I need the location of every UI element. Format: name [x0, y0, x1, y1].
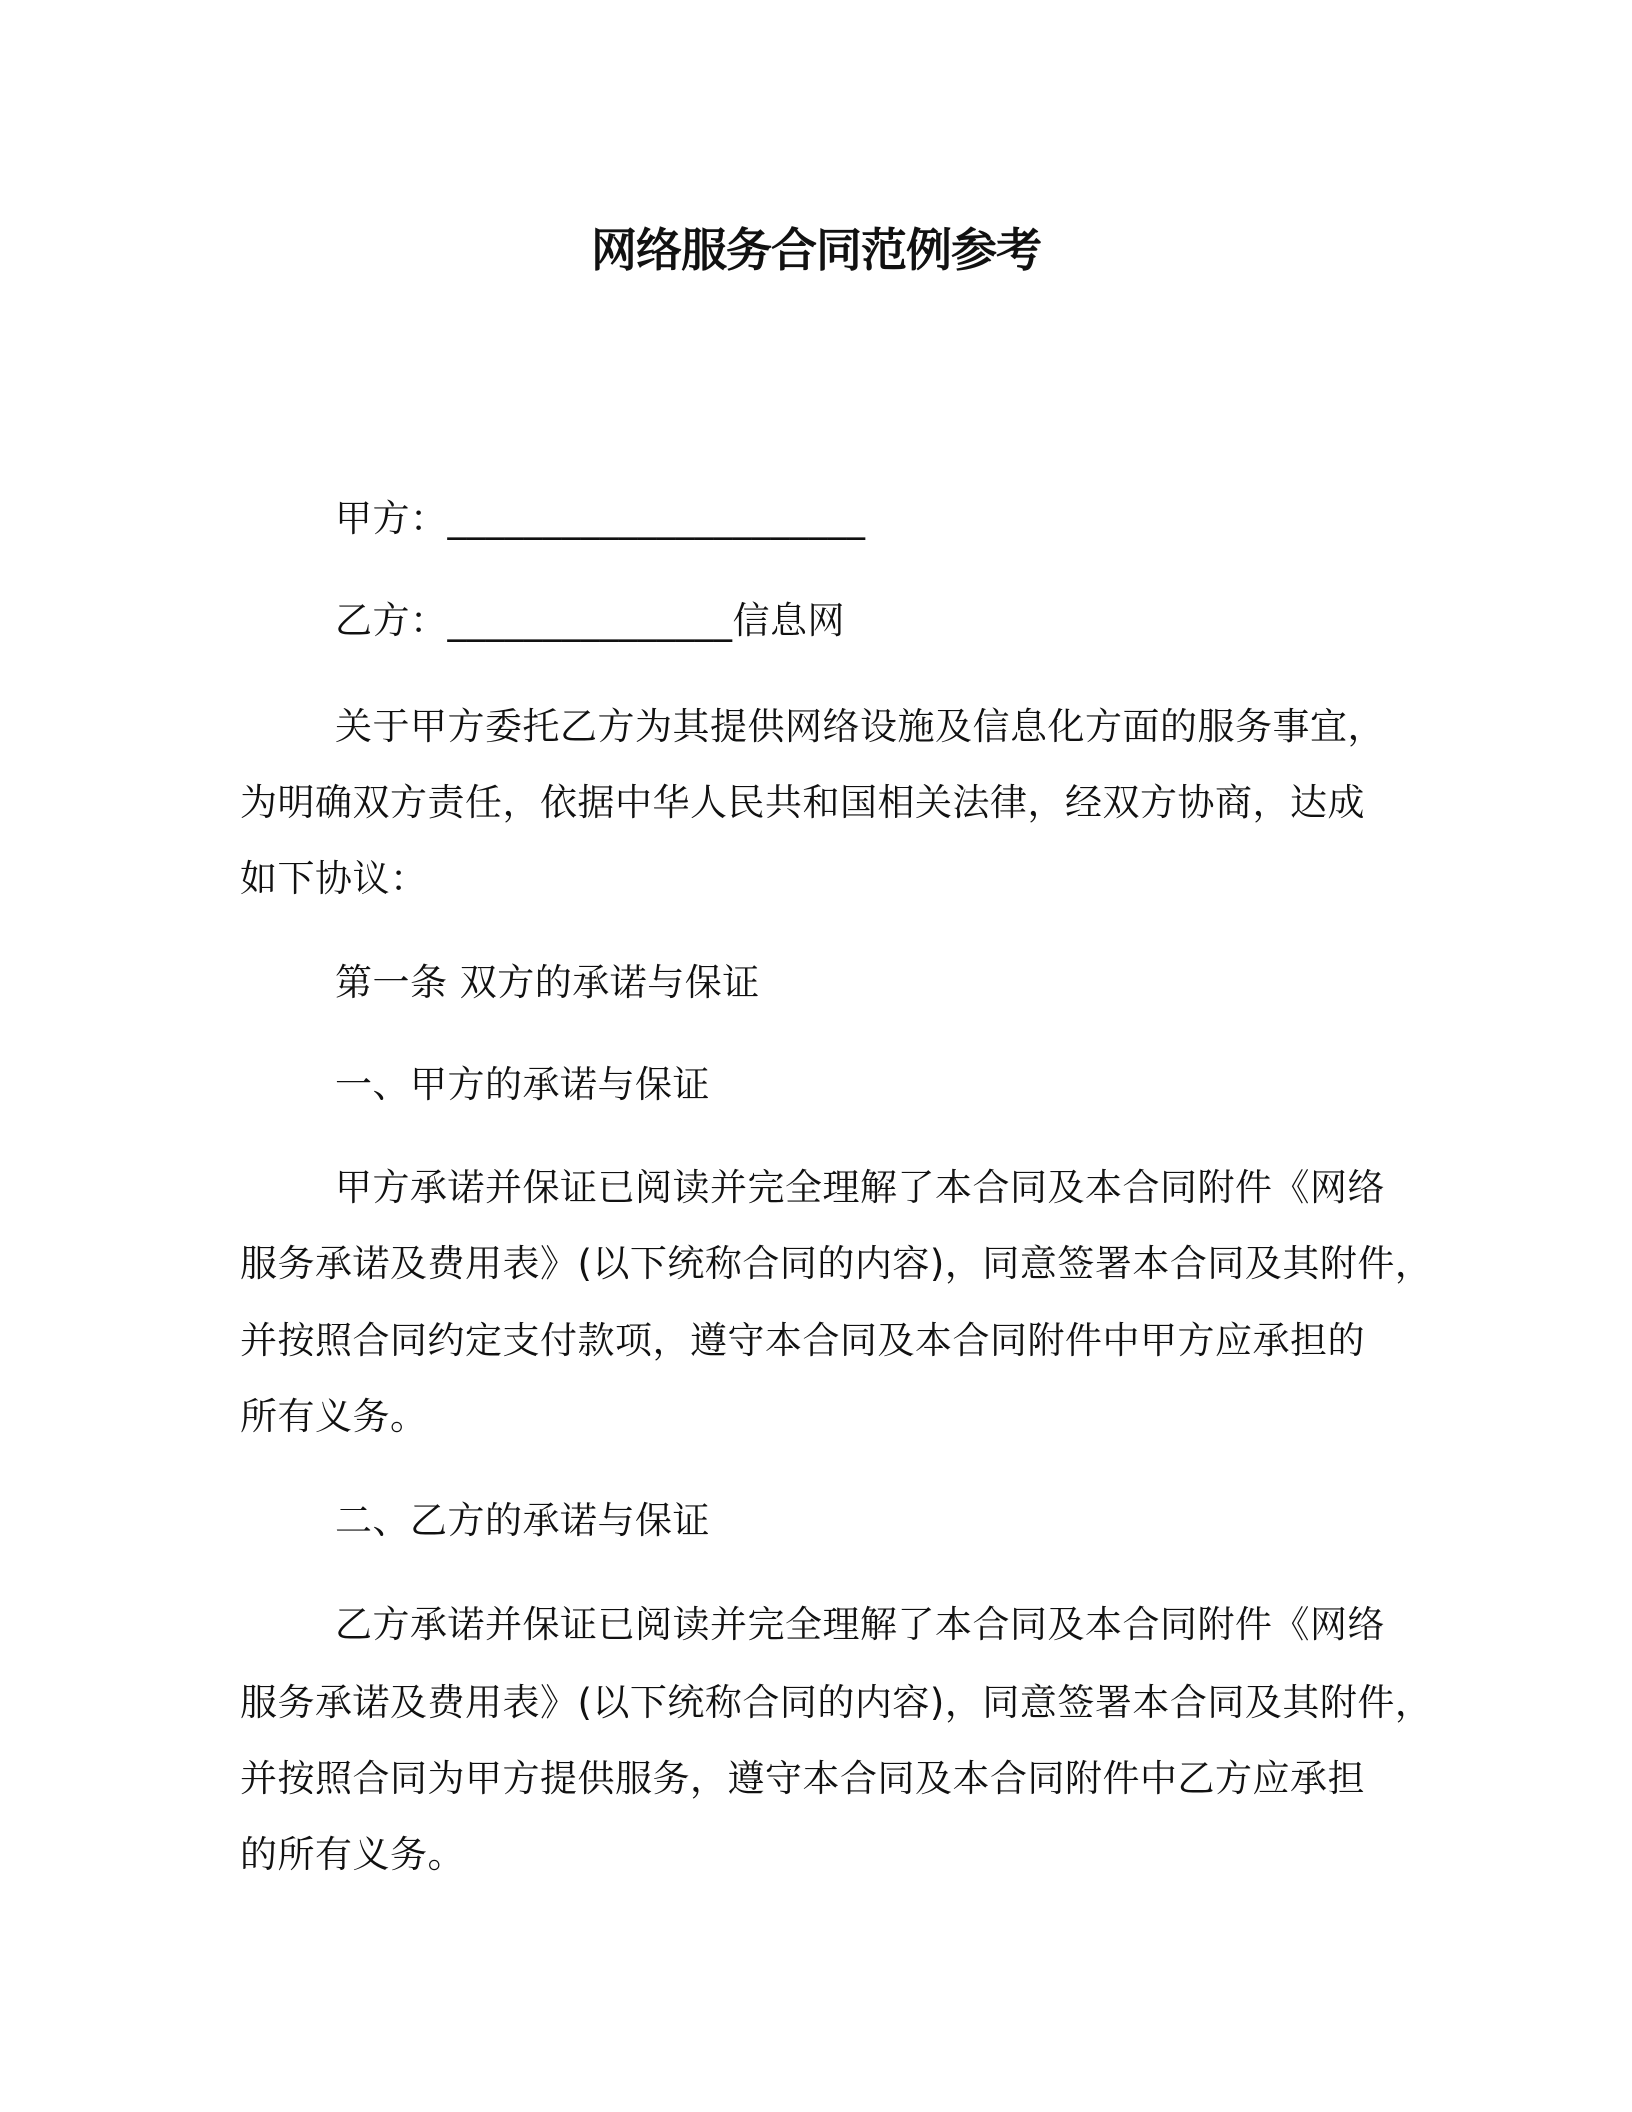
intro-line: 为明确双方责任，依据中华人民共和国相关法律，经双方协商，达成 [240, 781, 1365, 824]
section2-body-line: 的所有义务。 [240, 1833, 465, 1876]
intro-line: 如下协议： [240, 857, 428, 900]
section1-heading: 一、甲方的承诺与保证 [335, 1063, 710, 1106]
section2-heading: 二、乙方的承诺与保证 [335, 1499, 710, 1542]
document-title: 网络服务合同范例参考 [591, 223, 1041, 277]
section1-body-line: 甲方承诺并保证已阅读并完全理解了本合同及本合同附件《网络 [335, 1166, 1385, 1209]
intro-line: 关于甲方委托乙方为其提供网络设施及信息化方面的服务事宜， [335, 705, 1385, 748]
section1-body-line: 所有义务。 [240, 1395, 428, 1438]
section2-body-line: 服务承诺及费用表》(以下统称合同的内容)，同意签署本合同及其附件， [240, 1681, 1433, 1724]
section2-body-line: 并按照合同为甲方提供服务，遵守本合同及本合同附件中乙方应承担 [240, 1757, 1365, 1800]
party-a-line: 甲方：______________________ [335, 497, 866, 540]
section2-body-line: 乙方承诺并保证已阅读并完全理解了本合同及本合同附件《网络 [335, 1603, 1385, 1646]
section1-body-line: 并按照合同约定支付款项，遵守本合同及本合同附件中甲方应承担的 [240, 1319, 1365, 1362]
article1-heading: 第一条 双方的承诺与保证 [335, 961, 760, 1004]
section1-body-line: 服务承诺及费用表》(以下统称合同的内容)，同意签署本合同及其附件， [240, 1242, 1433, 1285]
party-b-line: 乙方：_______________信息网 [335, 599, 845, 642]
